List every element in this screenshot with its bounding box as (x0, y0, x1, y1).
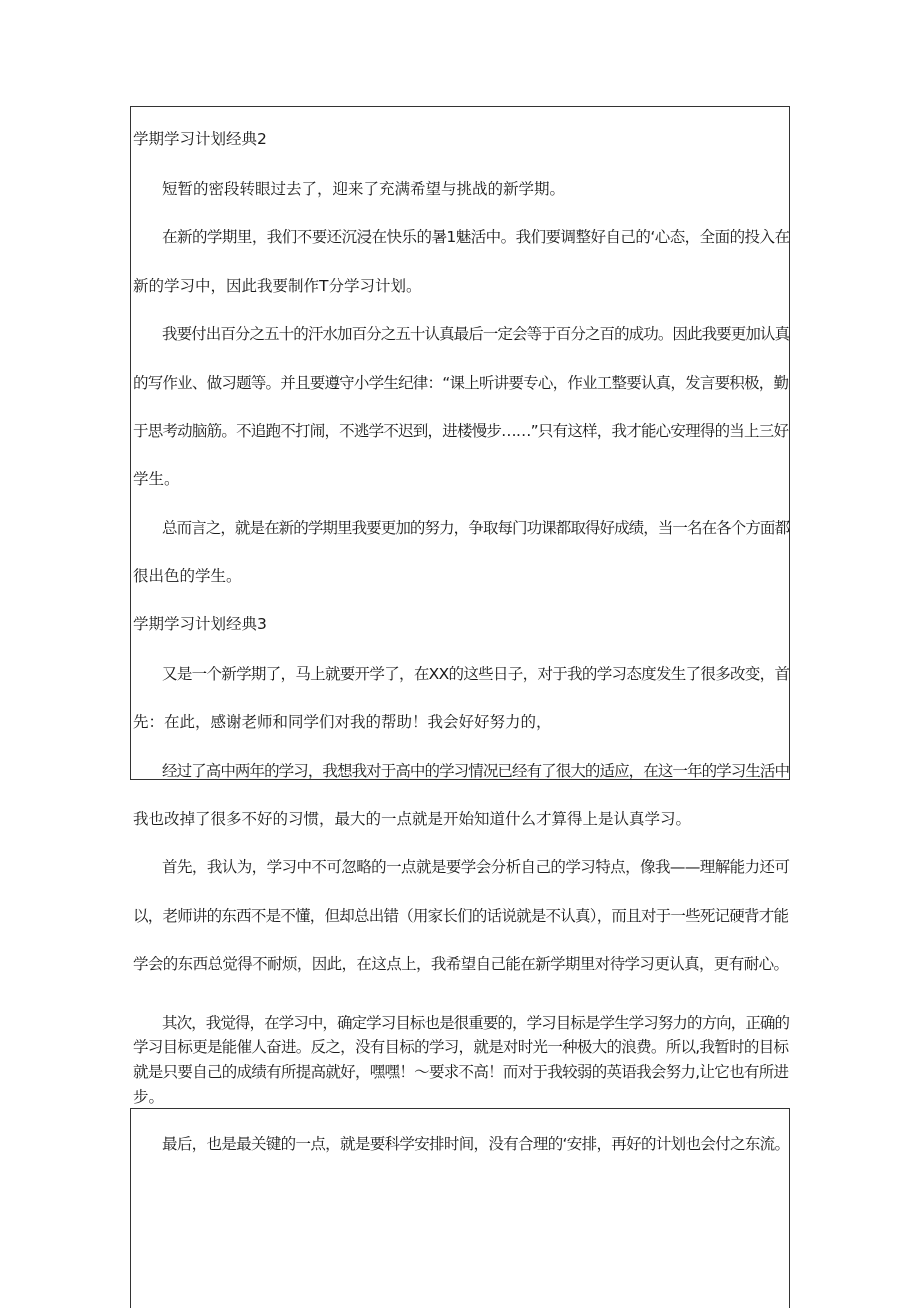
paragraph-line: 总而言之，就是在新的学期里我要更加的努力，争取每门功课都取得好成绩，当一名在各个方面都 (162, 519, 790, 537)
paragraph-line: 先：在此，感谢老师和同学们对我的帮助！我会好好努力的， (133, 713, 552, 731)
paragraph-line: 我要付出百分之五十的汗水加百分之五十认真最后一定会等于百分之百的成功。因此我要更加认真 (162, 325, 790, 343)
section-heading-2: 学期学习计划经典2 (133, 130, 267, 148)
paragraph-line: 新的学习中，因此我要制作T分学习计划。 (133, 277, 422, 295)
paragraph-line: 经过了高中两年的学习，我想我对于高中的学习情况已经有了很大的适应，在这一年的学习生活中 (162, 762, 790, 780)
paragraph-line: 步。 (133, 1088, 165, 1106)
paragraph-line: 于思考动脑筋。不追跑不打闹，不逃学不迟到，进楼慢步……”只有这样，我才能心安理得的当上三好 (133, 422, 789, 440)
paragraph-line: 短暂的密段转眼过去了，迎来了充满希望与挑战的新学期。 (162, 180, 566, 198)
paragraph-line: 以，老师讲的东西不是不懂，但却总出错（用家长们的话说就是不认真），而且对于一些死记硬背才能 (133, 907, 789, 925)
paragraph-line: 很出色的学生。 (133, 567, 242, 585)
paragraph-line: 首先，我认为，学习中不可忽略的一点就是要学会分析自己的学习特点，像我——理解能力还可 (162, 858, 790, 876)
paragraph-line: 就是只要自己的成绩有所提高就好，嘿嘿！〜要求不高！而对于我较弱的英语我会努力,让它也有所进 (133, 1063, 789, 1081)
paragraph-line: 在新的学期里，我们不要还沉浸在快乐的暑1魅活中。我们要调整好自己的‘心态，全面的投入在 (162, 228, 790, 246)
paragraph-line: 学生。 (133, 470, 180, 488)
paragraph-line: 其次，我觉得，在学习中，确定学习目标也是很重要的，学习目标是学生学习努力的方向，正确的 (162, 1014, 790, 1032)
paragraph-line: 学会的东西总觉得不耐烦，因此，在这点上，我希望自己能在新学期里对待学习更认真，更有耐心。 (133, 955, 789, 973)
paragraph-line: 学习目标更是能催人奋进。反之，没有目标的学习，就是对时光一种极大的浪费。所以,我暂时的目标 (133, 1038, 789, 1056)
section-heading-3: 学期学习计划经典3 (133, 615, 267, 633)
paragraph-line: 的写作业、做习题等。并且要遵守小学生纪律：“课上听讲要专心，作业工整要认真，发言要积极，勤 (133, 374, 789, 392)
paragraph-line: 最后，也是最关键的一点，就是要科学安排时间，没有合理的‘安排，再好的计划也会付之东流。 (162, 1135, 790, 1153)
paragraph-line: 又是一个新学期了，马上就要开学了，在XX的这些日子，对于我的学习态度发生了很多改变，首 (162, 665, 790, 683)
paragraph-line: 我也改掉了很多不好的习惯，最大的一点就是开始知道什么才算得上是认真学习。 (133, 810, 692, 828)
